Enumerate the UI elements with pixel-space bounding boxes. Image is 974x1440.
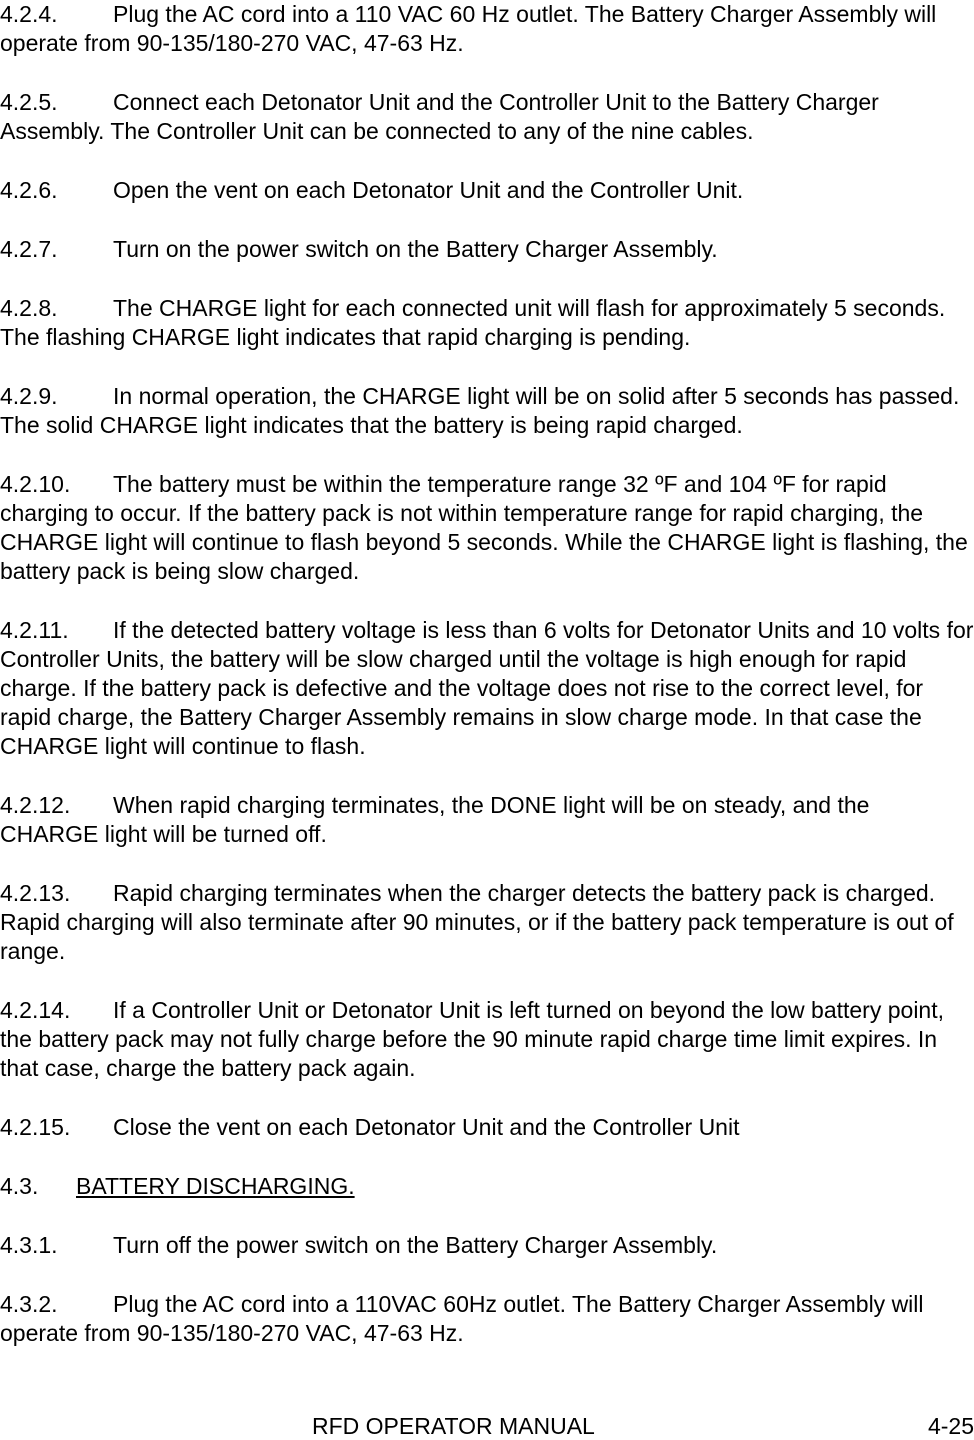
paragraph-text: The battery must be within the temperature range 32 ºF and 104 ºF for rapid charging to occur. If the battery pack is not within temperature range for rapid charging, the CHARGE light will continue to flash beyond 5 seconds. While the CHARGE light is flashing, the battery pack is being slow charged.	[0, 471, 968, 584]
paragraph-4-2-15	[0, 1113, 974, 1142]
paragraph-number: 4.2.11.	[0, 617, 69, 643]
paragraph-text: Turn off the power switch on the Battery Charger Assembly.	[113, 1232, 718, 1258]
paragraph-text: Turn on the power switch on the Battery Charger Assembly.	[113, 236, 718, 262]
footer-manual-title: RFD OPERATOR MANUAL	[312, 1413, 595, 1439]
paragraph-text: Close the vent on each Detonator Unit and the Controller Unit	[113, 1114, 740, 1140]
paragraph-text: In normal operation, the CHARGE light will be on solid after 5 seconds has passed. The solid CHARGE light indicates that the battery is being rapid charged.	[0, 383, 960, 438]
paragraph-4-2-4	[0, 0, 974, 58]
paragraph-number: 4.2.4.	[0, 1, 58, 27]
paragraph-number: 4.2.7.	[0, 236, 58, 262]
paragraph-text: Plug the AC cord into a 110VAC 60Hz outlet. The Battery Charger Assembly will operate from 90-135/180-270 VAC, 47-63 Hz.	[0, 1291, 924, 1346]
paragraph-4-2-7	[0, 235, 974, 264]
paragraph-text: The CHARGE light for each connected unit will flash for approximately 5 seconds. The flashing CHARGE light indicates that rapid charging is pending.	[0, 295, 946, 350]
section-heading	[0, 1172, 974, 1201]
paragraph-text: Rapid charging terminates when the charger detects the battery pack is charged. Rapid charging will also terminate after 90 minutes, or if the battery pack temperature is out of range.	[0, 880, 954, 964]
paragraph-number: 4.2.9.	[0, 383, 58, 409]
paragraph-4-2-12	[0, 791, 974, 849]
paragraph-4-2-14	[0, 996, 974, 1083]
paragraph-number: 4.3.1.	[0, 1232, 58, 1258]
paragraph-text: Open the vent on each Detonator Unit and the Controller Unit.	[113, 177, 744, 203]
paragraph-text: Connect each Detonator Unit and the Controller Unit to the Battery Charger Assembly. The Controller Unit can be connected to any of the nine cables.	[0, 89, 879, 144]
paragraph-number: 4.2.8.	[0, 295, 58, 321]
paragraph-text: When rapid charging terminates, the DONE light will be on steady, and the CHARGE light will be turned off.	[0, 792, 870, 847]
paragraph-4-2-6	[0, 176, 974, 205]
paragraph-text: If a Controller Unit or Detonator Unit is left turned on beyond the low battery point, the battery pack may not fully charge before the 90 minute rapid charge time limit expires. In that case, charge the battery pack again.	[0, 997, 944, 1081]
paragraph-4-2-10	[0, 470, 974, 586]
paragraph-4-2-5	[0, 88, 974, 146]
paragraph-4-2-8	[0, 294, 974, 352]
paragraph-4-3-2	[0, 1290, 974, 1348]
paragraph-number: 4.2.14.	[0, 997, 71, 1023]
section-title: BATTERY DISCHARGING.	[76, 1173, 355, 1199]
paragraph-4-3-1	[0, 1231, 974, 1260]
section-number: 4.3.	[0, 1173, 39, 1199]
page-footer	[0, 1413, 974, 1440]
paragraph-number: 4.2.12.	[0, 792, 71, 818]
paragraph-number: 4.2.15.	[0, 1114, 71, 1140]
paragraph-number: 4.2.6.	[0, 177, 58, 203]
paragraph-4-2-9	[0, 382, 974, 440]
paragraph-number: 4.2.10.	[0, 471, 71, 497]
footer-page-number: 4-25	[927, 1413, 974, 1439]
paragraph-4-2-13	[0, 879, 974, 966]
paragraph-number: 4.3.2.	[0, 1291, 58, 1317]
paragraph-4-2-11	[0, 616, 974, 761]
paragraph-text: If the detected battery voltage is less than 6 volts for Detonator Units and 10 volts for Controller Units, the battery will be slow charged until the voltage is high enough for rapid charge. If the battery pack is defective and the voltage does not rise to the correct level, for rapid charge, the Battery Charger Assembly remains in slow charge mode. In that case the CHARGE light will continue to flash.	[0, 617, 974, 759]
paragraph-number: 4.2.5.	[0, 89, 58, 115]
paragraph-number: 4.2.13.	[0, 880, 71, 906]
paragraph-text: Plug the AC cord into a 110 VAC 60 Hz outlet. The Battery Charger Assembly will operate from 90-135/180-270 VAC, 47-63 Hz.	[0, 1, 937, 56]
